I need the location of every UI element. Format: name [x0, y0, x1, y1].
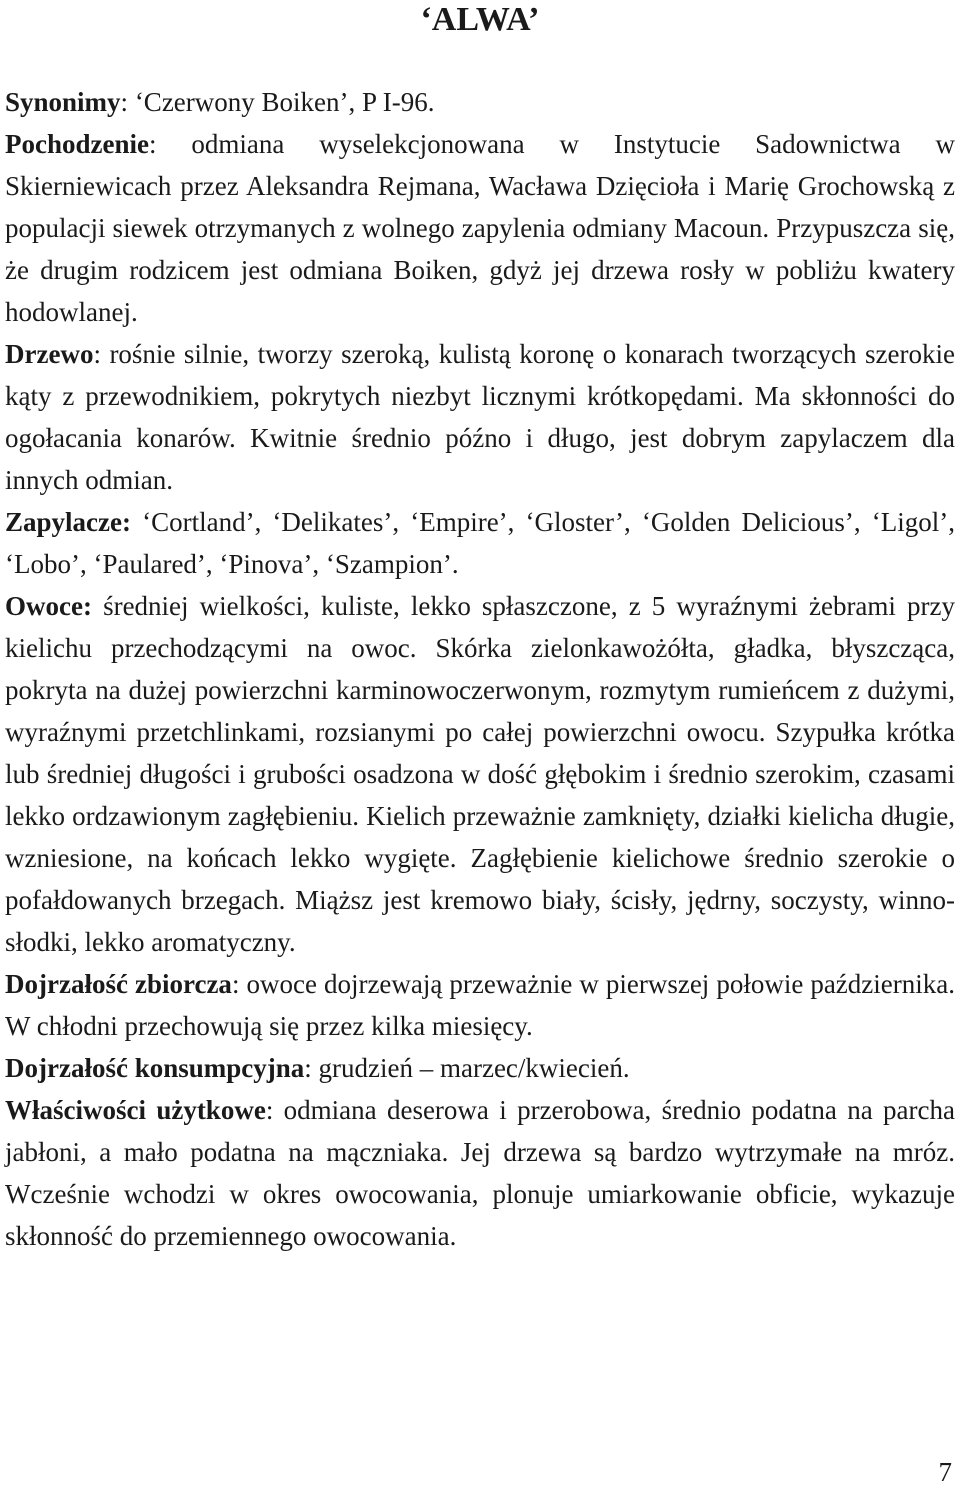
- label-separator: :: [120, 87, 135, 117]
- paragraph-label: Pochodzenie: [5, 129, 149, 159]
- paragraph-label: Owoce:: [5, 591, 92, 621]
- paragraph-text: owoce dojrzewają przeważnie w pierwszej połowie października. W chłodni przechowują się przez kilka miesięcy.: [5, 969, 955, 1041]
- label-separator: :: [265, 1095, 284, 1125]
- page-number: 7: [938, 1457, 952, 1487]
- paragraph-synonimy: [5, 81, 955, 123]
- paragraph-drzewo: [5, 333, 955, 501]
- label-separator: [92, 591, 103, 621]
- paragraph-label: Dojrzałość konsumpcyjna: [5, 1053, 305, 1083]
- paragraph-text: grudzień – marzec/kwiecień.: [318, 1053, 630, 1083]
- paragraph-owoce: [5, 585, 955, 963]
- document-title: ‘ALWA’: [420, 1, 540, 38]
- paragraph-zapylacze: [5, 501, 955, 585]
- paragraph-dojrzalosc-zbiorcza: [5, 963, 955, 1047]
- label-separator: :: [304, 1053, 319, 1083]
- paragraph-pochodzenie: [5, 123, 955, 333]
- document-body: [5, 81, 955, 1257]
- paragraph-label: Dojrzałość zbiorcza: [5, 969, 232, 999]
- paragraph-label: Synonimy: [5, 87, 121, 117]
- label-separator: :: [93, 339, 110, 369]
- paragraph-wlasciwosci-uzytkowe: [5, 1089, 955, 1257]
- paragraph-text: ‘Cortland’, ‘Delikates’, ‘Empire’, ‘Gloster’, ‘Golden Delicious’, ‘Ligol’, ‘Lobo’, ‘Paulared’, ‘Pinova’, ‘Szampion’.: [5, 507, 955, 579]
- label-separator: [131, 507, 142, 537]
- paragraph-text: średniej wielkości, kuliste, lekko spłaszczone, z 5 wyraźnymi żebrami przy kielichu przechodzącymi na owoc. Skórka zielonkawożółta, gładka, błyszcząca, pokryta na dużej powierzchni karminowoczerwonym, rozmytym rumieńcem z dużymi, wyraźnymi przetchlinkami, rozsianymi po całej powierzchni owocu. Szypułka krótka lub średniej długości i grubości osadzona w dość głębokim i średnio szerokim, czasami lekko ordzawionym zagłębieniu. Kielich przeważnie zamknięty, działki kielicha długie, wzniesione, na końcach lekko wygięte. Zagłębienie kielichowe średnio szerokie o pofałdowanych brzegach. Miąższ jest kremowo biały, ścisły, jędrny, soczysty, winno-słodki, lekko aromatyczny.: [5, 591, 955, 957]
- paragraph-label: Właściwości użytkowe: [5, 1095, 266, 1125]
- label-separator: :: [231, 969, 247, 999]
- paragraph-text: odmiana deserowa i przerobowa, średnio podatna na parcha jabłoni, a mało podatna na mączniaka. Jej drzewa są bardzo wytrzymałe na mróz. Wcześnie wchodzi w okres owocowania, plonuje umiarkowanie obficie, wykazuje skłonność do przemiennego owocowania.: [5, 1095, 955, 1251]
- paragraph-text: ‘Czerwony Boiken’, P I-96.: [134, 87, 435, 117]
- label-separator: :: [148, 129, 192, 159]
- paragraph-label: Drzewo: [5, 339, 94, 369]
- paragraph-text: rośnie silnie, tworzy szeroką, kulistą koronę o konarach tworzących szerokie kąty z przewodnikiem, pokrytych niezbyt licznymi krótkopędami. Ma skłonności do ogołacania konarów. Kwitnie średnio późno i długo, jest dobrym zapylaczem dla innych odmian.: [5, 339, 955, 495]
- paragraph-label: Zapylacze:: [5, 507, 131, 537]
- paragraph-text: odmiana wyselekcjonowana w Instytucie Sadownictwa w Skierniewicach przez Aleksandra Rejmana, Wacława Dzięcioła i Marię Grochowską z populacji siewek otrzymanych z wolnego zapylenia odmiany Macoun. Przypuszcza się, że drugim rodzicem jest odmiana Boiken, gdyż jej drzewa rosły w pobliżu kwatery hodowlanej.: [5, 129, 955, 327]
- paragraph-dojrzalosc-konsumpcyjna: [5, 1047, 955, 1089]
